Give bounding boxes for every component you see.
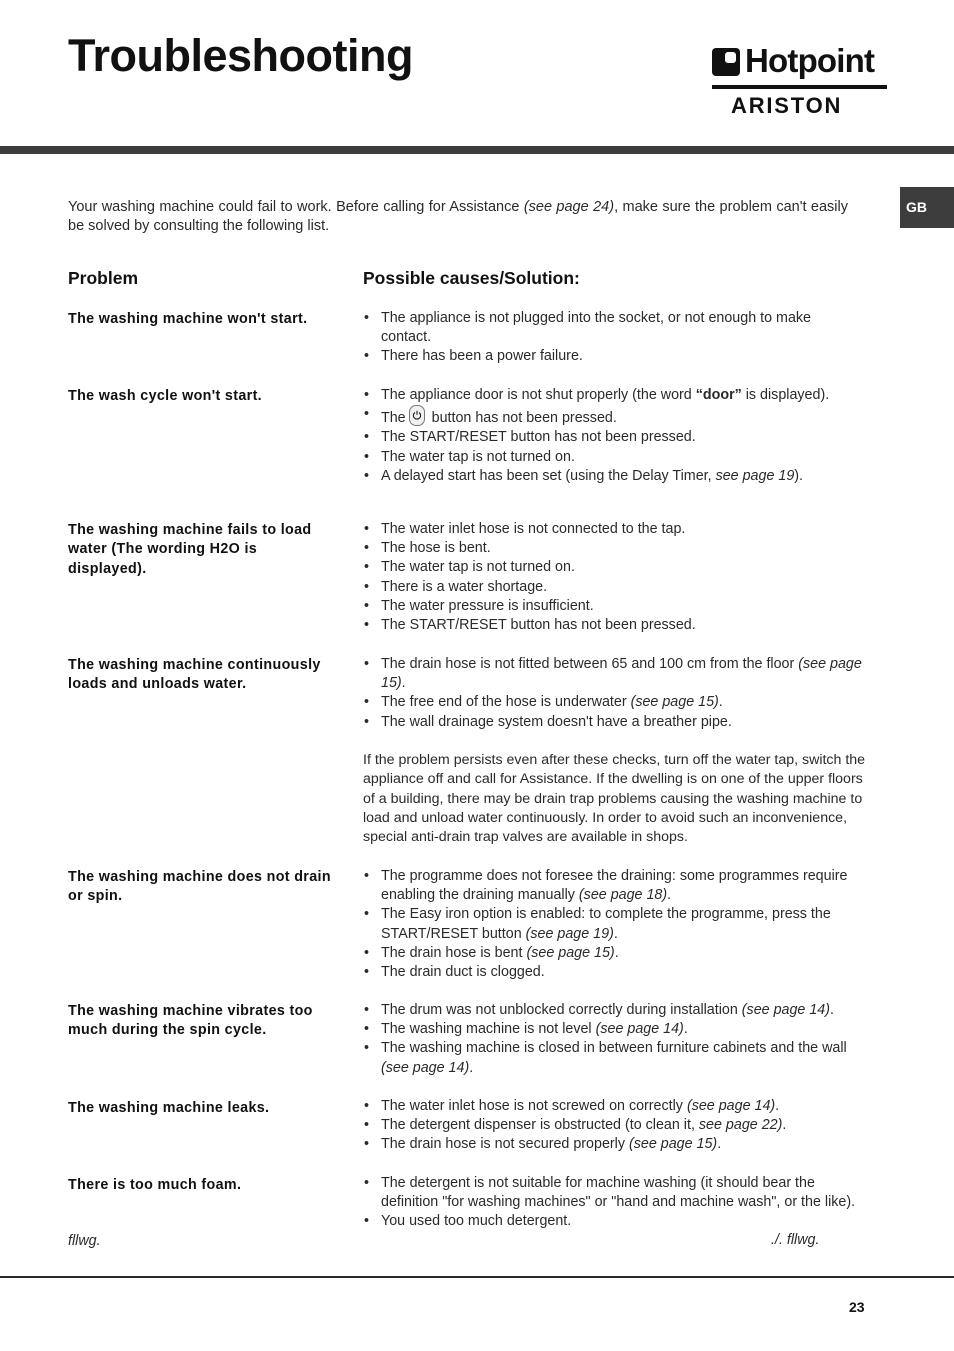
logo-divider xyxy=(712,85,887,89)
intro-paragraph: Your washing machine could fail to work. Before calling for Assistance (see page 24), make sure the problem can't easily be solved by consulting the following list. xyxy=(68,199,849,235)
causes-heading: Possible causes/Solution: xyxy=(363,268,580,288)
brand-name: Hotpoint xyxy=(745,42,875,79)
cause-item: • The drum was not unblocked correctly during installation (see page 14). xyxy=(363,1001,865,1020)
cause-item: • The water pressure is insufficient. xyxy=(363,597,865,616)
cause-item: • The water inlet hose is not screwed on correctly (see page 14). xyxy=(363,1097,865,1116)
problem-label: There is too much foam. xyxy=(68,1177,242,1193)
cause-item: • The drain hose is not fitted between 65 and 100 cm from the floor (see page 15). xyxy=(363,655,865,693)
power-button-icon xyxy=(409,405,425,426)
hotpoint-logo-icon xyxy=(712,48,740,76)
cause-item: • You used too much detergent. xyxy=(363,1212,865,1231)
cause-list xyxy=(363,1097,865,1155)
problem-label: The washing machine leaks. xyxy=(68,1100,270,1116)
cause-item: • The START/RESET button has not been pressed. xyxy=(363,616,865,635)
problem-label: The washing machine continuously loads and unloads water. xyxy=(68,657,321,693)
cause-item: • The START/RESET button has not been pressed. xyxy=(363,428,865,447)
cause-item: • The programme does not foresee the draining: some programmes require enabling the draining manually (see page 18). xyxy=(363,867,865,905)
cause-item: • The drain duct is clogged. xyxy=(363,963,865,982)
cause-item: • The water tap is not turned on. xyxy=(363,558,865,577)
cause-list xyxy=(363,1001,865,1078)
problem-heading: Problem xyxy=(68,268,139,288)
persist-note: If the problem persists even after these checks, turn off the water tap, switch the appliance off and call for Assistance. If the dwelling is on one of the upper floors of a building, there may be drain trap problems causing the washing machine to load and unload water continuously. In order to avoid such an inconvenience, special anti-drain trap valves are available in shops. xyxy=(363,752,866,846)
brand-sub: ARISTON xyxy=(731,93,843,118)
cause-item: • The detergent is not suitable for machine washing (it should bear the definition "for washing machines" or "hand and machine wash", or the like). xyxy=(363,1174,865,1212)
cause-item: • The water inlet hose is not connected to the tap. xyxy=(363,520,865,539)
cause-list xyxy=(363,309,865,367)
cause-list xyxy=(363,1174,865,1232)
cause-list xyxy=(363,520,865,635)
cause-item: • The water tap is not turned on. xyxy=(363,448,865,467)
problem-label: The washing machine won't start. xyxy=(68,311,308,327)
cause-item: • There has been a power failure. xyxy=(363,347,865,366)
cause-item: • The wall drainage system doesn't have a breather pipe. xyxy=(363,713,865,732)
problem-label: The washing machine does not drain or spin. xyxy=(68,869,331,905)
cause-item: • The washing machine is not level (see page 14). xyxy=(363,1020,865,1039)
cause-list xyxy=(363,655,865,732)
footer-continue-right: ./. fllwg. xyxy=(771,1232,820,1248)
problem-label: The wash cycle won't start. xyxy=(68,388,262,404)
cause-item: • There is a water shortage. xyxy=(363,578,865,597)
cause-item: • The appliance is not plugged into the socket, or not enough to make contact. xyxy=(363,309,865,347)
problem-label: The washing machine vibrates too much during the spin cycle. xyxy=(68,1003,313,1039)
language-tab: GB xyxy=(900,187,954,228)
cause-item: • The appliance door is not shut properly (the word “door” is displayed). xyxy=(363,386,865,405)
cause-list xyxy=(363,867,865,982)
cause-item: • The drain hose is not secured properly (see page 15). xyxy=(363,1135,865,1154)
cause-item: • The free end of the hose is underwater (see page 15). xyxy=(363,693,865,712)
problem-label: The washing machine fails to load water (The wording H2O is displayed). xyxy=(68,522,312,577)
cause-list xyxy=(363,386,865,486)
cause-item: • The washing machine is closed in between furniture cabinets and the wall (see page 14). xyxy=(363,1039,865,1077)
header-bar xyxy=(0,146,954,154)
cause-item: • The hose is bent. xyxy=(363,539,865,558)
footer-continue-left: fllwg. xyxy=(68,1233,101,1249)
cause-item: • The Easy iron option is enabled: to complete the programme, press the START/RESET button (see page 19). xyxy=(363,905,865,943)
cause-item: • The drain hose is bent (see page 15). xyxy=(363,944,865,963)
page-number: 23 xyxy=(849,1299,865,1315)
cause-item: • A delayed start has been set (using the Delay Timer, see page 19). xyxy=(363,467,865,486)
cause-item: • The button has not been pressed. xyxy=(363,405,865,428)
brand-logo xyxy=(712,44,887,120)
cause-item: • The detergent dispenser is obstructed (to clean it, see page 22). xyxy=(363,1116,865,1135)
footer-rule xyxy=(0,1276,954,1278)
page-title: Troubleshooting xyxy=(68,30,413,81)
